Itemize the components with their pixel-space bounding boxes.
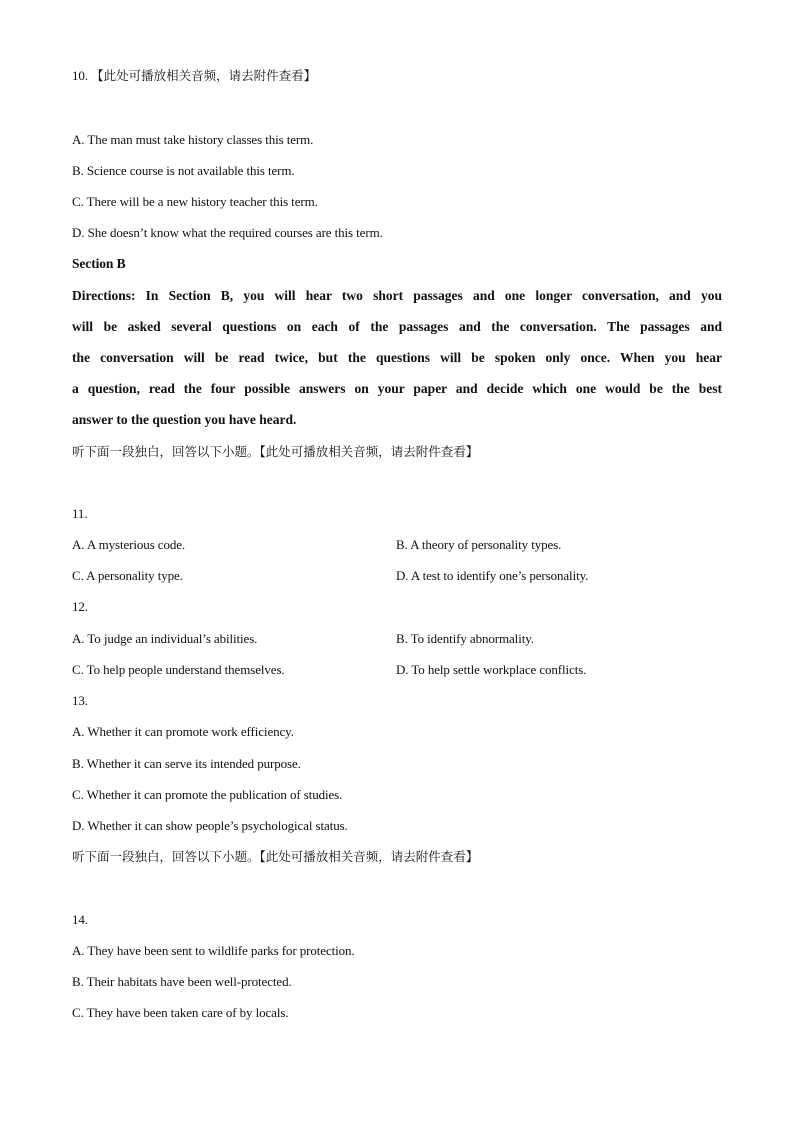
directions-line-1: Directions: In Section B, you will hear two short passages and one longer conversation, and you <box>72 288 722 303</box>
directions-line-3: the conversation will be read twice, but the questions will be spoken only once. When you hear <box>72 350 722 365</box>
q11-option-b: B. A theory of personality types. <box>396 537 562 552</box>
q14-option-c: C. They have been taken care of by locals. <box>72 1005 289 1020</box>
q10-option-c: C. There will be a new history teacher this term. <box>72 194 318 209</box>
q13-option-d: D. Whether it can show people’s psychological status. <box>72 818 348 833</box>
section-title: Section B <box>72 256 126 271</box>
q11-option-a: A. A mysterious code. <box>72 537 186 552</box>
q11-option-c: C. A personality type. <box>72 568 183 583</box>
question-13-number: 13. <box>72 693 88 708</box>
q12-option-d: D. To help settle workplace conflicts. <box>396 662 587 677</box>
question-number: 10. <box>72 68 88 83</box>
q12-option-c: C. To help people understand themselves. <box>72 662 285 677</box>
q13-option-b: B. Whether it can serve its intended purpose. <box>72 756 301 771</box>
directions-line-5: answer to the question you have heard. <box>72 412 297 427</box>
q13-option-a: A. Whether it can promote work efficiency. <box>72 724 294 739</box>
q14-option-a: A. They have been sent to wildlife parks for protection. <box>72 943 355 958</box>
directions-line-4: a question, read the four possible answers on your paper and decide which one would be the best <box>72 381 722 396</box>
question-11-number: 11. <box>72 506 88 521</box>
question-10-header <box>72 68 316 84</box>
q12-option-b: B. To identify abnormality. <box>396 631 534 646</box>
question-14-number: 14. <box>72 912 88 927</box>
q12-option-a: A. To judge an individual’s abilities. <box>72 631 258 646</box>
q10-option-d: D. She doesn’t know what the required courses are this term. <box>72 225 383 240</box>
audio-note: 【此处可播放相关音频，请去附件查看】 <box>91 68 317 83</box>
q10-option-a: A. The man must take history classes this term. <box>72 132 314 147</box>
listening-instruction: 听下面一段独白，回答以下小题。【此处可播放相关音频，请去附件查看】 <box>72 444 479 459</box>
q14-option-b: B. Their habitats have been well-protected. <box>72 974 292 989</box>
listening-instruction-2: 听下面一段独白，回答以下小题。【此处可播放相关音频，请去附件查看】 <box>72 849 479 864</box>
q11-option-d: D. A test to identify one’s personality. <box>396 568 589 583</box>
directions-line-2: will be asked several questions on each of the passages and the conversation. The passages and <box>72 319 722 334</box>
q13-option-c: C. Whether it can promote the publication of studies. <box>72 787 343 802</box>
question-12-number: 12. <box>72 599 88 614</box>
q10-option-b: B. Science course is not available this term. <box>72 163 295 178</box>
